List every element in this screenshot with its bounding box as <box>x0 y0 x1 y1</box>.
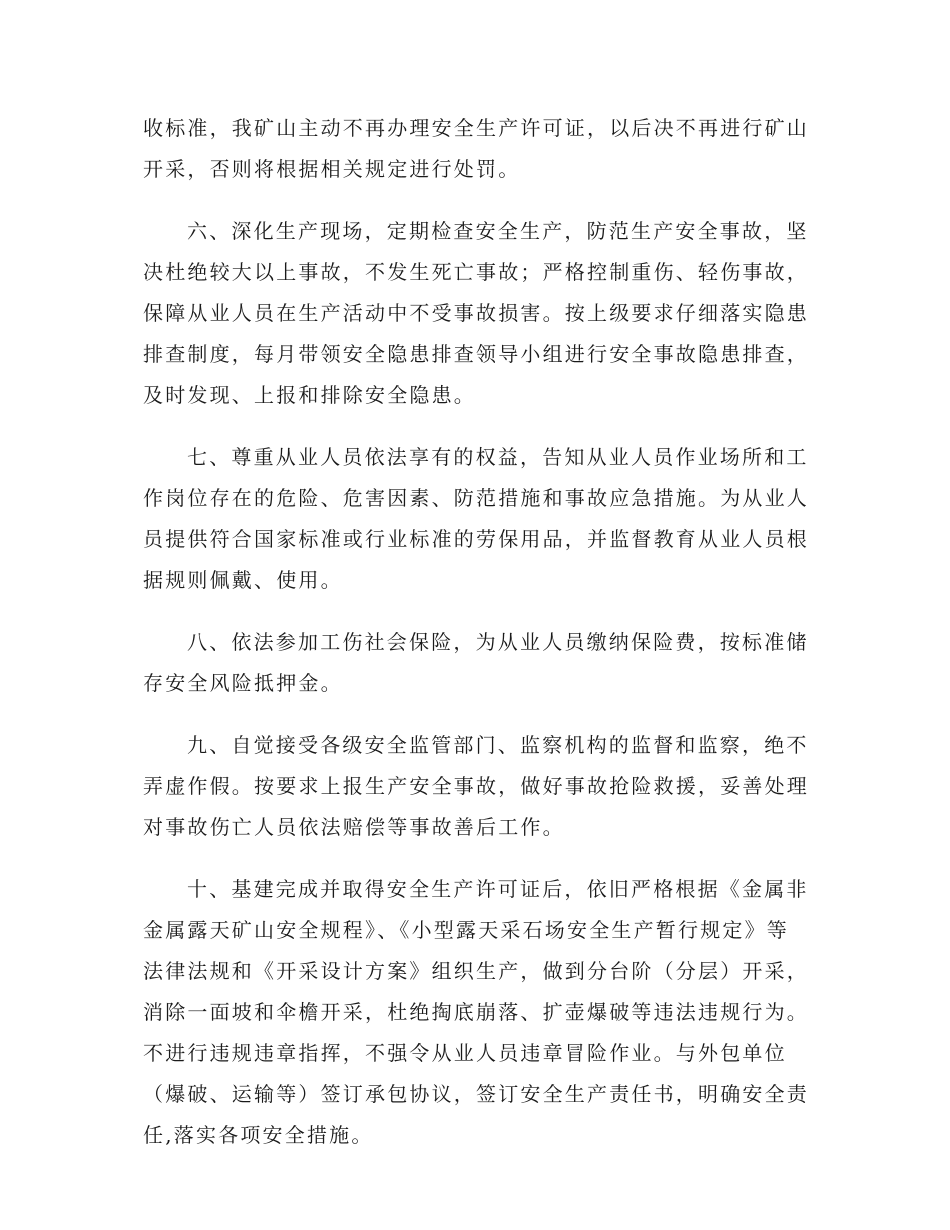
text-line: 消除一面坡和伞檐开采，杜绝掏底崩落、扩壶爆破等违法违规行为。 <box>143 1000 809 1024</box>
paragraph-item-9 <box>143 725 809 848</box>
paragraph-item-8 <box>143 622 809 704</box>
text-line: 据规则佩戴、使用。 <box>143 568 343 592</box>
text-line: 排查制度，每月带领安全隐患排查领导小组进行安全事故隐患排查， <box>143 342 809 366</box>
text-line: 决杜绝较大以上事故，不发生死亡事故；严格控制重伤、轻伤事故， <box>143 260 809 284</box>
text-line: 对事故伤亡人员依法赔偿等事故善后工作。 <box>143 815 565 839</box>
text-line: 金属露天矿山安全规程》、《小型露天采石场安全生产暂行规定》等 <box>143 918 789 942</box>
text-line: 六、深化生产现场，定期检查安全生产，防范生产安全事故，坚 <box>187 219 809 243</box>
paragraph-item-6 <box>143 211 809 416</box>
text-line: 任,落实各项安全措施。 <box>143 1123 374 1147</box>
paragraph-item-7 <box>143 437 809 601</box>
text-line: 法律法规和《开采设计方案》组织生产，做到分台阶（分层）开采， <box>143 959 809 983</box>
paragraph-item-10 <box>143 869 809 1156</box>
text-line: 开采，否则将根据相关规定进行处罚。 <box>143 157 521 181</box>
text-line: 不进行违规违章指挥，不强令从业人员违章冒险作业。与外包单位 <box>143 1041 787 1065</box>
text-line: 八、依法参加工伤社会保险，为从业人员缴纳保险费，按标准储 <box>187 630 809 654</box>
paragraph-continuation <box>143 108 809 190</box>
text-line: 及时发现、上报和排除安全隐患。 <box>143 383 476 407</box>
text-line: 员提供符合国家标准或行业标准的劳保用品，并监督教育从业人员根 <box>143 527 809 551</box>
text-line: （爆破、运输等）签订承包协议，签订安全生产责任书，明确安全责 <box>143 1082 809 1106</box>
text-line: 弄虚作假。按要求上报生产安全事故，做好事故抢险救援，妥善处理 <box>143 774 809 798</box>
text-line: 保障从业人员在生产活动中不受事故损害。按上级要求仔细落实隐患 <box>143 301 809 325</box>
text-line: 十、基建完成并取得安全生产许可证后，依旧严格根据《金属非 <box>187 877 809 901</box>
text-line: 九、自觉接受各级安全监管部门、监察机构的监督和监察，绝不 <box>187 733 809 757</box>
text-line: 七、尊重从业人员依法享有的权益，告知从业人员作业场所和工 <box>187 445 809 469</box>
text-line: 收标准，我矿山主动不再办理安全生产许可证，以后决不再进行矿山 <box>143 116 809 140</box>
text-line: 存安全风险抵押金。 <box>143 671 343 695</box>
document-body <box>143 108 809 1156</box>
text-line: 作岗位存在的危险、危害因素、防范措施和事故应急措施。为从业人 <box>143 486 809 510</box>
